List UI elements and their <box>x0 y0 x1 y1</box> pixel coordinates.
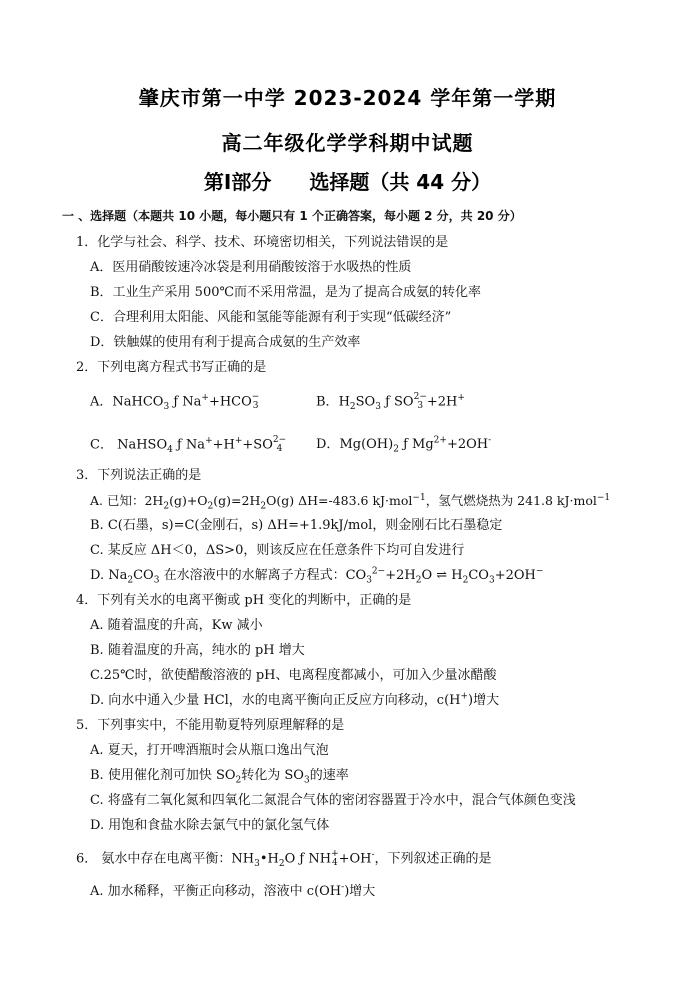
q2-option-a: A．NaHCO$_3$ ƒ Na++HCO− 3 <box>90 392 260 413</box>
q3-stem: 3．下列说法正确的是 <box>76 468 202 483</box>
part-heading <box>0 166 695 195</box>
q6-stem: 6． 氨水中存在电离平衡：$NH_3•H_2O$ ƒ NH+ 4+OH-，下列叙述正确的是 <box>76 849 492 870</box>
q5-option-a: A. 夏天，打开啤酒瓶时会从瓶口逸出气泡 <box>90 743 329 758</box>
q4-stem: 4．下列有关水的电离平衡或 pH 变化的判断中，正确的是 <box>76 593 412 608</box>
school-title: 肇庆市第一中学 2023-2024 学年第一学期 <box>138 86 557 110</box>
q2-option-c: C． NaHSO$_4$ ƒ Na++H++SO2− 4 <box>90 435 287 456</box>
q4-option-d: D. 向水中通入少量 HCl，水的电离平衡向正反应方向移动，c(H+)增大 <box>90 691 500 708</box>
q2-option-b: B．$H_2SO_3$ ƒ SO2− 3 +2H+ <box>316 392 465 413</box>
q5-option-c: C. 将盛有二氧化氮和四氧化二氮混合气体的密闭容器置于冷水中，混合气体颜色变浅 <box>90 793 576 808</box>
q1-option-d: D．铁触媒的使用有利于提高合成氨的生产效率 <box>90 335 361 350</box>
q4-option-b: B. 随着温度的升高，纯水的 pH 增大 <box>90 643 305 658</box>
q1-option-a: A．医用硝酸铵速冷冰袋是利用硝酸铵溶于水吸热的性质 <box>90 260 412 275</box>
q2-option-d: D．$Mg(OH)_2$ ƒ $Mg^{2+}+2OH^-$ <box>316 435 492 455</box>
q3-option-c: C. 某反应 ΔH＜0，ΔS>0，则该反应在任意条件下均可自发进行 <box>90 543 465 558</box>
exam-title: 高二年级化学学科期中试题 <box>221 131 474 155</box>
q3-option-a: A. 已知：$2H_2(g)+O_2(g)=2H_2O(g)$ ΔH=-483.6 kJ·mol$^{-1}$，氢气燃烧热为 241.8 kJ·mol$^{-1}$ <box>90 492 611 512</box>
q5-option-b: B. 使用催化剂可加快 $SO_2$转化为 $SO_3$的速率 <box>90 768 349 786</box>
q5-stem: 5．下列事实中，不能用勒夏特列原理解释的是 <box>76 718 345 733</box>
part-name: 选择题（共 44 分） <box>309 170 492 194</box>
q5-option-d: D. 用饱和食盐水除去氯气中的氯化氢气体 <box>90 818 330 833</box>
q3-option-d: D. $Na_2CO_3$ 在水溶液中的水解离子方程式：$CO_3^{2-}+2H_2O$ ⇌ $H_2CO_3+2OH^-$ <box>90 566 544 586</box>
q1-stem: 1．化学与社会、科学、技术、环境密切相关，下列说法错误的是 <box>76 235 449 250</box>
q6-option-a: A. 加水稀释，平衡正向移动，溶液中 c(OH-)增大 <box>90 882 376 899</box>
section-heading: 一 、选择题（本题共 10 小题，每小题只有 1 个正确答案，每小题 2 分，共 20 分） <box>62 209 522 223</box>
part-label: 第Ⅰ部分 <box>203 170 272 194</box>
q3-option-b: B. C(石墨，s)=C(金刚石，s) ΔH=+1.9kJ/mol，则金刚石比石墨稳定 <box>90 518 503 533</box>
q4-option-a: A. 随着温度的升高，Kw 减小 <box>90 618 263 633</box>
q2-stem: 2．下列电离方程式书写正确的是 <box>76 360 267 375</box>
q1-option-c: C．合理利用太阳能、风能和氢能等能源有利于实现“低碳经济” <box>90 310 452 325</box>
q1-option-b: B．工业生产采用 500℃而不采用常温，是为了提高合成氨的转化率 <box>90 285 482 300</box>
q4-option-c: C.25℃时，欲使醋酸溶液的 pH、电离程度都减小，可加入少量冰醋酸 <box>90 668 497 683</box>
